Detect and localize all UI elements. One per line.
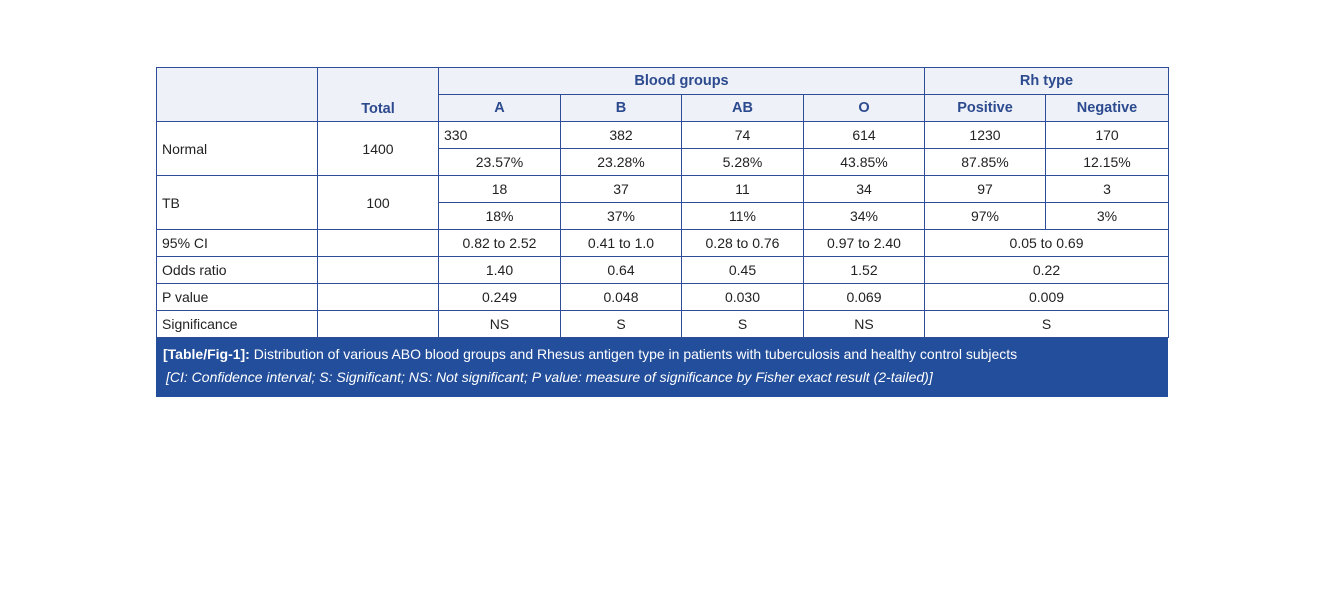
table-row — [157, 230, 1169, 257]
cell-pvalue-o: 0.069 — [804, 284, 925, 311]
row-label-significance: Significance — [157, 311, 318, 338]
table-caption — [156, 338, 1168, 397]
cell-normal-count-a: 330 — [439, 122, 561, 149]
caption-note: [CI: Confidence interval; S: Significant; NS: Not significant; P value: measure of significance by Fisher exact result (2-tailed)] — [166, 369, 933, 385]
corner-cell — [157, 68, 318, 122]
table-figure — [156, 67, 1168, 397]
header-row-1 — [157, 68, 1169, 95]
cell-tb-total: 100 — [318, 176, 439, 230]
table-row — [157, 122, 1169, 149]
cell-tb-pct-b: 37% — [561, 203, 682, 230]
cell-normal-pct-ab: 5.28% — [682, 149, 804, 176]
cell-sig-total — [318, 311, 439, 338]
cell-ci-ab: 0.28 to 0.76 — [682, 230, 804, 257]
row-label-odds: Odds ratio — [157, 257, 318, 284]
cell-tb-count-positive: 97 — [925, 176, 1046, 203]
header-total: Total — [318, 68, 439, 122]
header-col-negative: Negative — [1046, 95, 1169, 122]
cell-tb-pct-o: 34% — [804, 203, 925, 230]
cell-tb-pct-ab: 11% — [682, 203, 804, 230]
row-label-ci: 95% CI — [157, 230, 318, 257]
cell-normal-total: 1400 — [318, 122, 439, 176]
header-col-positive: Positive — [925, 95, 1046, 122]
cell-ci-rh: 0.05 to 0.69 — [925, 230, 1169, 257]
row-label-pvalue: P value — [157, 284, 318, 311]
cell-odds-total — [318, 257, 439, 284]
cell-sig-rh: S — [925, 311, 1169, 338]
cell-pvalue-rh: 0.009 — [925, 284, 1169, 311]
cell-pvalue-total — [318, 284, 439, 311]
header-col-a: A — [439, 95, 561, 122]
table-row — [157, 257, 1169, 284]
cell-ci-o: 0.97 to 2.40 — [804, 230, 925, 257]
cell-sig-ab: S — [682, 311, 804, 338]
cell-normal-count-ab: 74 — [682, 122, 804, 149]
table-row — [157, 311, 1169, 338]
header-col-o: O — [804, 95, 925, 122]
header-col-ab: AB — [682, 95, 804, 122]
cell-tb-count-negative: 3 — [1046, 176, 1169, 203]
cell-ci-a: 0.82 to 2.52 — [439, 230, 561, 257]
header-blood-groups: Blood groups — [439, 68, 925, 95]
cell-normal-pct-b: 23.28% — [561, 149, 682, 176]
row-label-tb: TB — [157, 176, 318, 230]
table-row — [157, 176, 1169, 203]
cell-normal-count-o: 614 — [804, 122, 925, 149]
header-col-b: B — [561, 95, 682, 122]
cell-sig-a: NS — [439, 311, 561, 338]
cell-normal-count-negative: 170 — [1046, 122, 1169, 149]
cell-odds-b: 0.64 — [561, 257, 682, 284]
cell-normal-pct-a: 23.57% — [439, 149, 561, 176]
cell-pvalue-a: 0.249 — [439, 284, 561, 311]
header-rh-type: Rh type — [925, 68, 1169, 95]
cell-normal-pct-positive: 87.85% — [925, 149, 1046, 176]
cell-sig-b: S — [561, 311, 682, 338]
cell-tb-pct-negative: 3% — [1046, 203, 1169, 230]
table-row — [157, 284, 1169, 311]
cell-ci-total — [318, 230, 439, 257]
cell-normal-pct-o: 43.85% — [804, 149, 925, 176]
cell-tb-count-b: 37 — [561, 176, 682, 203]
cell-normal-count-b: 382 — [561, 122, 682, 149]
cell-ci-b: 0.41 to 1.0 — [561, 230, 682, 257]
cell-tb-count-o: 34 — [804, 176, 925, 203]
cell-odds-rh: 0.22 — [925, 257, 1169, 284]
cell-odds-a: 1.40 — [439, 257, 561, 284]
cell-pvalue-b: 0.048 — [561, 284, 682, 311]
cell-odds-o: 1.52 — [804, 257, 925, 284]
cell-normal-count-positive: 1230 — [925, 122, 1046, 149]
cell-tb-count-a: 18 — [439, 176, 561, 203]
caption-tag: [Table/Fig-1]: — [163, 346, 250, 362]
cell-tb-pct-a: 18% — [439, 203, 561, 230]
caption-text: Distribution of various ABO blood groups and Rhesus antigen type in patients with tuberculosis and healthy control subjects — [253, 346, 1018, 362]
cell-tb-pct-positive: 97% — [925, 203, 1046, 230]
blood-group-table — [156, 67, 1169, 338]
cell-normal-pct-negative: 12.15% — [1046, 149, 1169, 176]
cell-odds-ab: 0.45 — [682, 257, 804, 284]
caption-line — [163, 343, 1161, 366]
cell-tb-count-ab: 11 — [682, 176, 804, 203]
cell-pvalue-ab: 0.030 — [682, 284, 804, 311]
cell-sig-o: NS — [804, 311, 925, 338]
row-label-normal: Normal — [157, 122, 318, 176]
